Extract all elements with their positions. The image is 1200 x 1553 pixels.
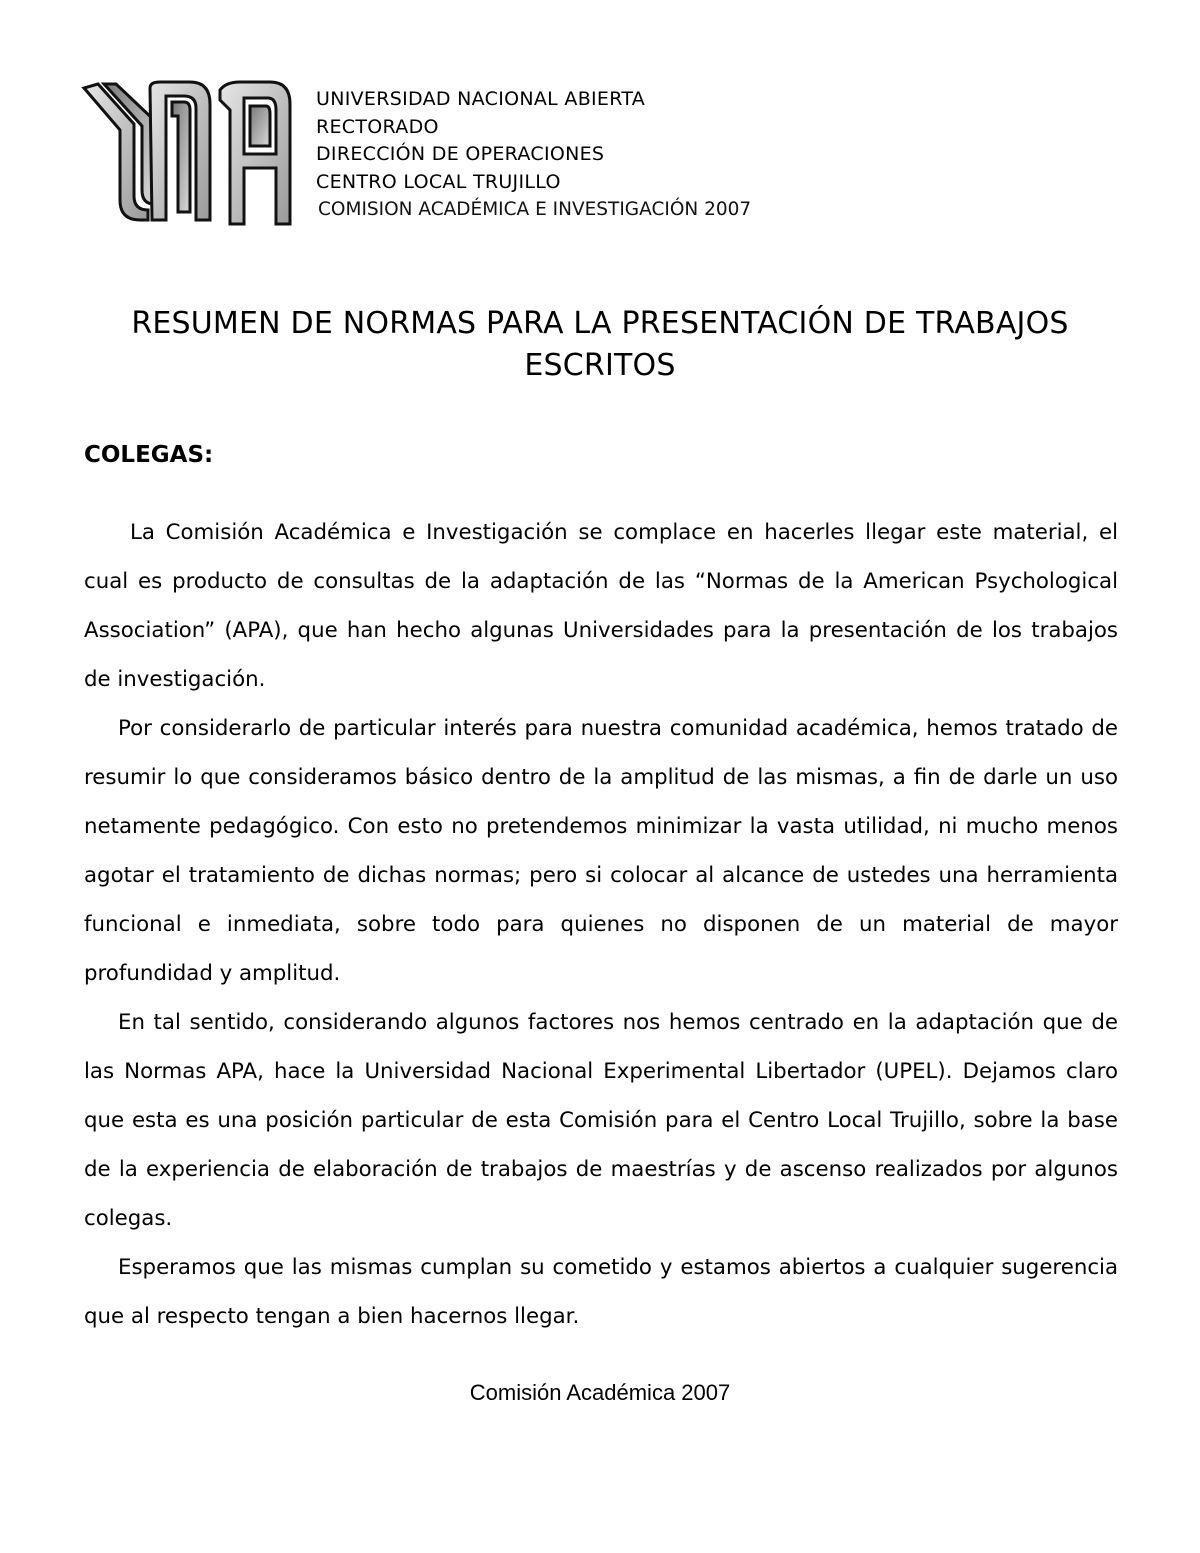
paragraph: La Comisión Académica e Investigación se complace en hacerles llegar este material, el cual es producto de consultas de la adaptación de las “Normas de la American Psychological Association” (APA), que han hecho algunas Universidades para la presentación de los trabajos de investigación. [84, 520, 1118, 692]
paragraph: Esperamos que las mismas cumplan su cometido y estamos abiertos a cualquier sugerencia que al respecto tengan a bien hacernos llegar. [84, 1255, 1118, 1329]
header-centro-local: CENTRO LOCAL TRUJILLO [316, 170, 561, 193]
institution-header [316, 86, 751, 224]
paragraph: En tal sentido, considerando algunos factores nos hemos centrado en la adaptación que de las Normas APA, hace la Universidad Nacional Experimental Libertador (UPEL). Dejamos claro que esta es una posición particular de esta Comisión para el Centro Local Trujillo, sobre la base de la experiencia de elaboración de trabajos de maestrías y de ascenso realizados por algunos colegas. [84, 1010, 1118, 1231]
header-rectorado: RECTORADO [316, 115, 439, 138]
signature: Comisión Académica 2007 [469, 1380, 731, 1405]
una-logo [80, 80, 302, 228]
title-line-1: RESUMEN DE NORMAS PARA LA PRESENTACIÓN DE TRABAJOS [131, 306, 1069, 341]
paragraph: Por considerarlo de particular interés para nuestra comunidad académica, hemos tratado de resumir lo que consideramos básico dentro de la amplitud de las mismas, a fin de darle un uso netamente pedagógico. Con esto no pretendemos minimizar la vasta utilidad, ni mucho menos agotar el tratamiento de dichas normas; pero si colocar al alcance de ustedes una herramienta funcional e inmediata, sobre todo para quienes no disponen de un material de mayor profundidad y amplitud. [84, 716, 1118, 986]
header-direccion: DIRECCIÓN DE OPERACIONES [316, 143, 605, 165]
header-university: UNIVERSIDAD NACIONAL ABIERTA [316, 88, 646, 110]
salutation: COLEGAS: [84, 442, 214, 468]
header-commission: COMISION ACADÉMICA E INVESTIGACIÓN 2007 [318, 199, 752, 220]
document-body [84, 508, 1118, 1341]
document-title [60, 303, 1140, 387]
title-line-2: ESCRITOS [524, 348, 676, 383]
